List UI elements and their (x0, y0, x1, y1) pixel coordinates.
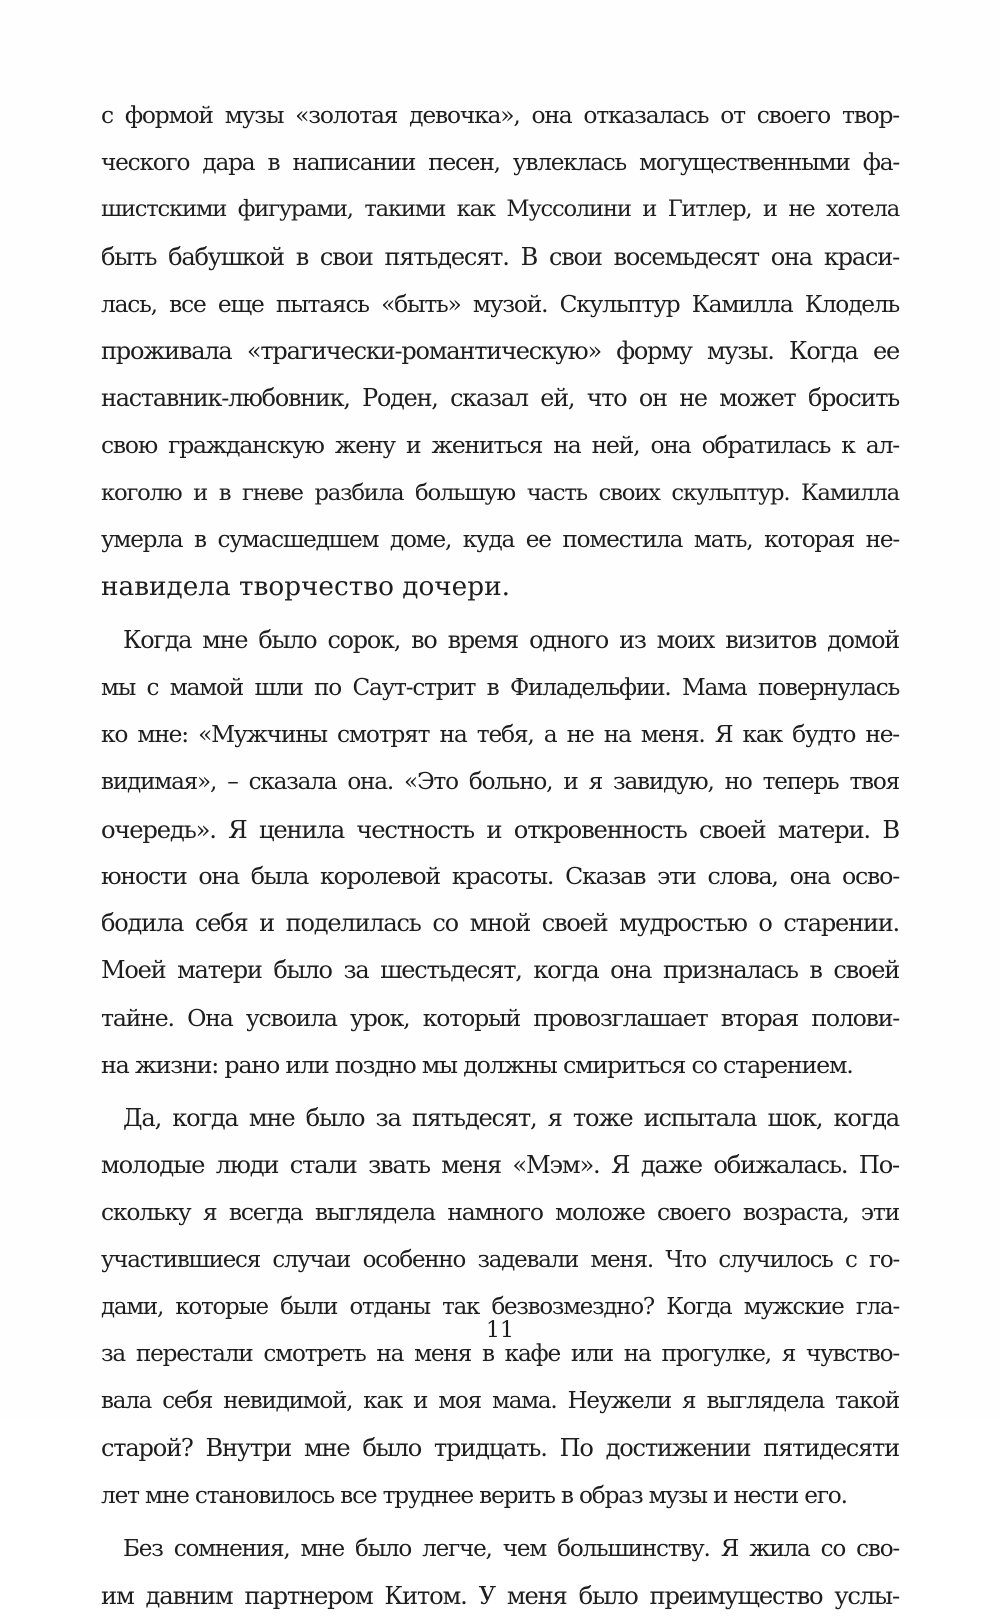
text-line: коголю и в гневе разбила большую часть своих скульптур. Камилла (101, 479, 899, 506)
text-line: тайне. Она усвоила урок, который провозглашает вторая полови- (101, 1003, 899, 1032)
text-line: шистскими фигурами, такими как Муссолини и Гитлер, и не хотела (101, 196, 899, 223)
text-line: ческого дара в написании песен, увлеклась могущественными фа- (101, 149, 899, 177)
text-line: лет мне становилось все труднее верить в образ музы и нести его. (101, 1482, 847, 1510)
text-line: Когда мне было сорок, во время одного из моих визитов домой (123, 626, 899, 655)
text-line: мы с мамой шли по Саут-стрит в Филадельфии. Мама повернулась (101, 674, 899, 702)
text-line: навидела творчество дочери. (101, 571, 510, 602)
paragraph-2 (101, 617, 899, 1089)
text-line: проживала «трагически-романтическую» форму музы. Когда ее (101, 336, 899, 365)
paragraph-4 (101, 1526, 899, 1620)
text-line: им давним партнером Китом. У меня было преимущество услы- (101, 1581, 899, 1610)
text-line: умерла в сумасшедшем доме, куда ее поместила мать, которая не- (101, 526, 899, 553)
text-line: старой? Внутри мне было тридцать. По достижении пятидесяти (101, 1434, 899, 1463)
text-line: Да, когда мне было за пятьдесят, я тоже испытала шок, когда (123, 1103, 899, 1132)
text-line: бодила себя и поделилась со мной своей мудростью о старении. (101, 909, 899, 938)
text-line: с формой музы «золотая девочка», она отказалась от своего твор- (101, 101, 899, 129)
text-line: очередь». Я ценила честность и откровенность своей матери. В (101, 814, 899, 844)
text-line: Без сомнения, мне было легче, чем большинству. Я жила со сво- (123, 1535, 899, 1562)
text-line: вала себя невидимой, как и моя мама. Неужели я выглядела такой (101, 1388, 899, 1415)
text-line: молодые люди стали звать меня «Мэм». Я даже обижалась. По- (101, 1151, 899, 1180)
text-line: видимая», – сказала она. «Это больно, и я завидую, но теперь твоя (101, 768, 899, 795)
text-line: за перестали смотреть на меня в кафе или на прогулке, я чувство- (101, 1340, 899, 1367)
text-line: скольку я всегда выглядела намного моложе своего возраста, эти (101, 1198, 899, 1227)
text-line: наставник-любовник, Роден, сказал ей, что он не может бросить (101, 384, 899, 413)
text-line: свою гражданскую жену и жениться на ней, она обратилась к ал- (101, 431, 899, 460)
text-line: лась, все еще пытаясь «быть» музой. Скульптур Камилла Клодель (101, 290, 899, 318)
text-line: на жизни: рано или поздно мы должны смириться со старением. (101, 1050, 853, 1079)
text-line: ко мне: «Мужчины смотрят на тебя, а не на меня. Я как будто не- (101, 720, 899, 749)
text-line: юности она была королевой красоты. Сказав эти слова, она осво- (101, 862, 899, 890)
paragraph-1 (101, 92, 899, 611)
text-line: быть бабушкой в свои пятьдесят. В свои восемьдесят она краси- (101, 242, 899, 271)
text-line: участившиеся случаи особенно задевали меня. Что случилось с го- (101, 1246, 899, 1273)
paragraph-3 (101, 1095, 899, 1520)
text-line: Моей матери было за шестьдесят, когда она призналась в своей (101, 956, 899, 985)
text-line: дами, которые были отданы так безвозмездно? Когда мужские гла- (101, 1293, 899, 1320)
page-number: 11 (486, 1318, 514, 1343)
body-text (101, 92, 899, 1620)
